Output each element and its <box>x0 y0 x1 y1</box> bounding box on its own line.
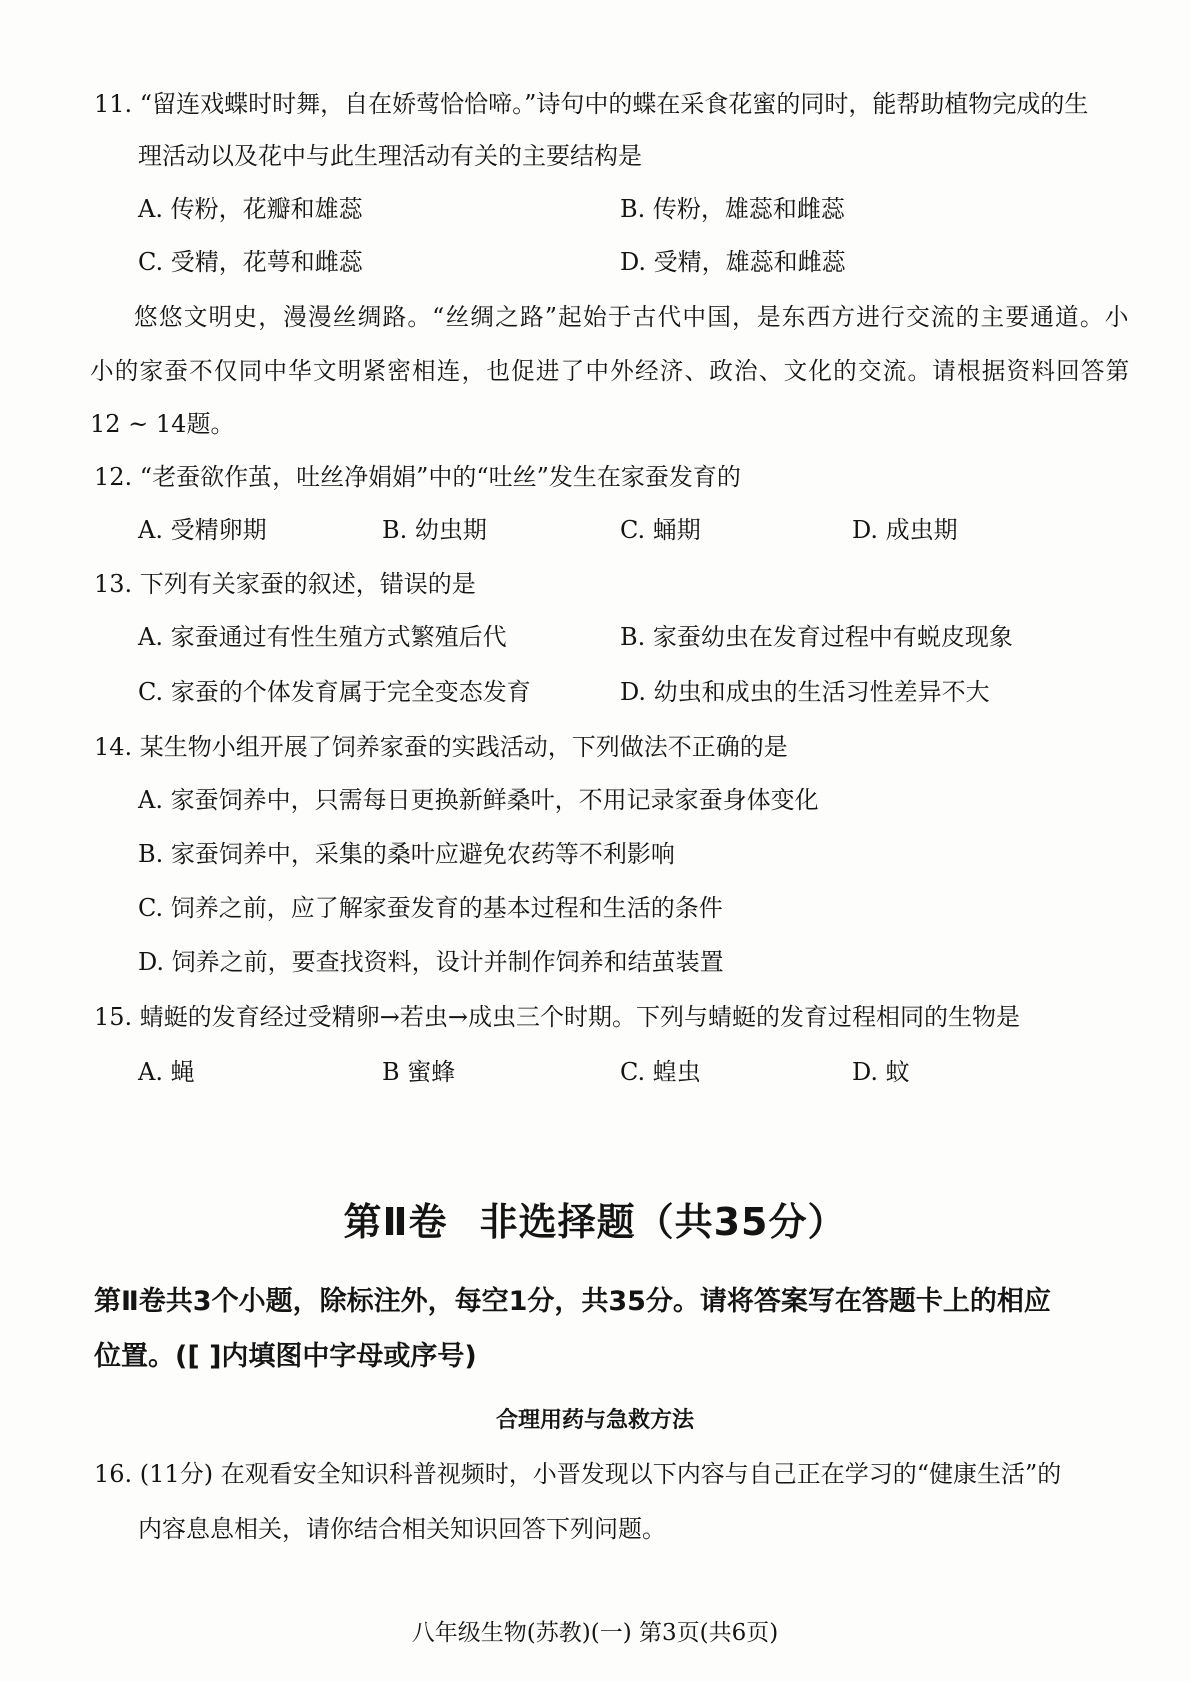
q15-option-b: B 蜜蜂 <box>382 1058 456 1086</box>
q12-option-b: B. 幼虫期 <box>382 516 487 544</box>
q11-stem-line1: 11. “留连戏蝶时时舞，自在娇莺恰恰啼。”诗句中的蝶在采食花蜜的同时，能帮助植物完成的生 <box>94 90 1089 118</box>
section-instruction-line1: 第Ⅱ卷共3个小题，除标注外，每空1分，共35分。请将答案写在答题卡上的相应 <box>94 1286 1051 1317</box>
q11-stem-line2: 理活动以及花中与此生理活动有关的主要结构是 <box>138 142 642 170</box>
q11-option-d: D. 受精，雄蕊和雌蕊 <box>620 248 846 276</box>
q14-option-b: B. 家蚕饲养中，采集的桑叶应避免农药等不利影响 <box>138 840 675 868</box>
section-title-part2: 非选择题（共35分） <box>479 1200 847 1244</box>
q14-stem: 14. 某生物小组开展了饲养家蚕的实践活动，下列做法不正确的是 <box>94 733 788 761</box>
q14-option-a: A. 家蚕饲养中，只需每日更换新鲜桑叶，不用记录家蚕身体变化 <box>138 786 819 814</box>
q15-option-c: C. 蝗虫 <box>620 1058 701 1086</box>
passage-line2: 小的家蚕不仅同中华文明紧密相连，也促进了中外经济、政治、文化的交流。请根据资料回答第 <box>90 357 1131 385</box>
q15-option-a: A. 蝇 <box>138 1058 195 1086</box>
q11-option-c: C. 受精，花萼和雌蕊 <box>138 248 363 276</box>
q14-option-c: C. 饲养之前，应了解家蚕发育的基本过程和生活的条件 <box>138 894 723 922</box>
q16-stem-line1: 16. (11分) 在观看安全知识科普视频时，小晋发现以下内容与自己正在学习的“健康生活”的 <box>94 1460 1062 1488</box>
q15-stem: 15. 蜻蜓的发育经过受精卵→若虫→成虫三个时期。下列与蜻蜓的发育过程相同的生物是 <box>94 1003 1021 1031</box>
q13-option-d: D. 幼虫和成虫的生活习性差异不大 <box>620 678 990 706</box>
passage-line3: 12 ~ 14题。 <box>90 410 235 438</box>
q13-option-a: A. 家蚕通过有性生殖方式繁殖后代 <box>138 623 507 651</box>
q12-option-c: C. 蛹期 <box>620 516 701 544</box>
q13-option-c: C. 家蚕的个体发育属于完全变态发育 <box>138 678 531 706</box>
q11-option-b: B. 传粉，雄蕊和雌蕊 <box>620 195 845 223</box>
q12-option-a: A. 受精卵期 <box>138 516 267 544</box>
q12-option-d: D. 成虫期 <box>852 516 958 544</box>
passage-line1: 悠悠文明史，漫漫丝绸路。“丝绸之路”起始于古代中国，是东西方进行交流的主要通道。小 <box>134 303 1130 331</box>
section-title-part1: 第Ⅱ卷 <box>343 1200 448 1244</box>
q11-option-a: A. 传粉，花瓣和雄蕊 <box>138 195 363 223</box>
q16-stem-line2: 内容息息相关，请你结合相关知识回答下列问题。 <box>138 1515 666 1543</box>
section-title <box>0 1198 1190 1246</box>
page-footer: 八年级生物(苏教)(一) 第3页(共6页) <box>411 1620 779 1646</box>
section-instruction-line2: 位置。([ ]内填图中字母或序号) <box>94 1341 477 1372</box>
q14-option-d: D. 饲养之前，要查找资料，设计并制作饲养和结茧装置 <box>138 948 724 976</box>
q12-stem: 12. “老蚕欲作茧，吐丝净娟娟”中的“吐丝”发生在家蚕发育的 <box>94 463 741 491</box>
q15-option-d: D. 蚊 <box>852 1058 910 1086</box>
q13-stem: 13. 下列有关家蚕的叙述，错误的是 <box>94 570 476 598</box>
subheading: 合理用药与急救方法 <box>495 1408 694 1433</box>
q13-option-b: B. 家蚕幼虫在发育过程中有蜕皮现象 <box>620 623 1013 651</box>
